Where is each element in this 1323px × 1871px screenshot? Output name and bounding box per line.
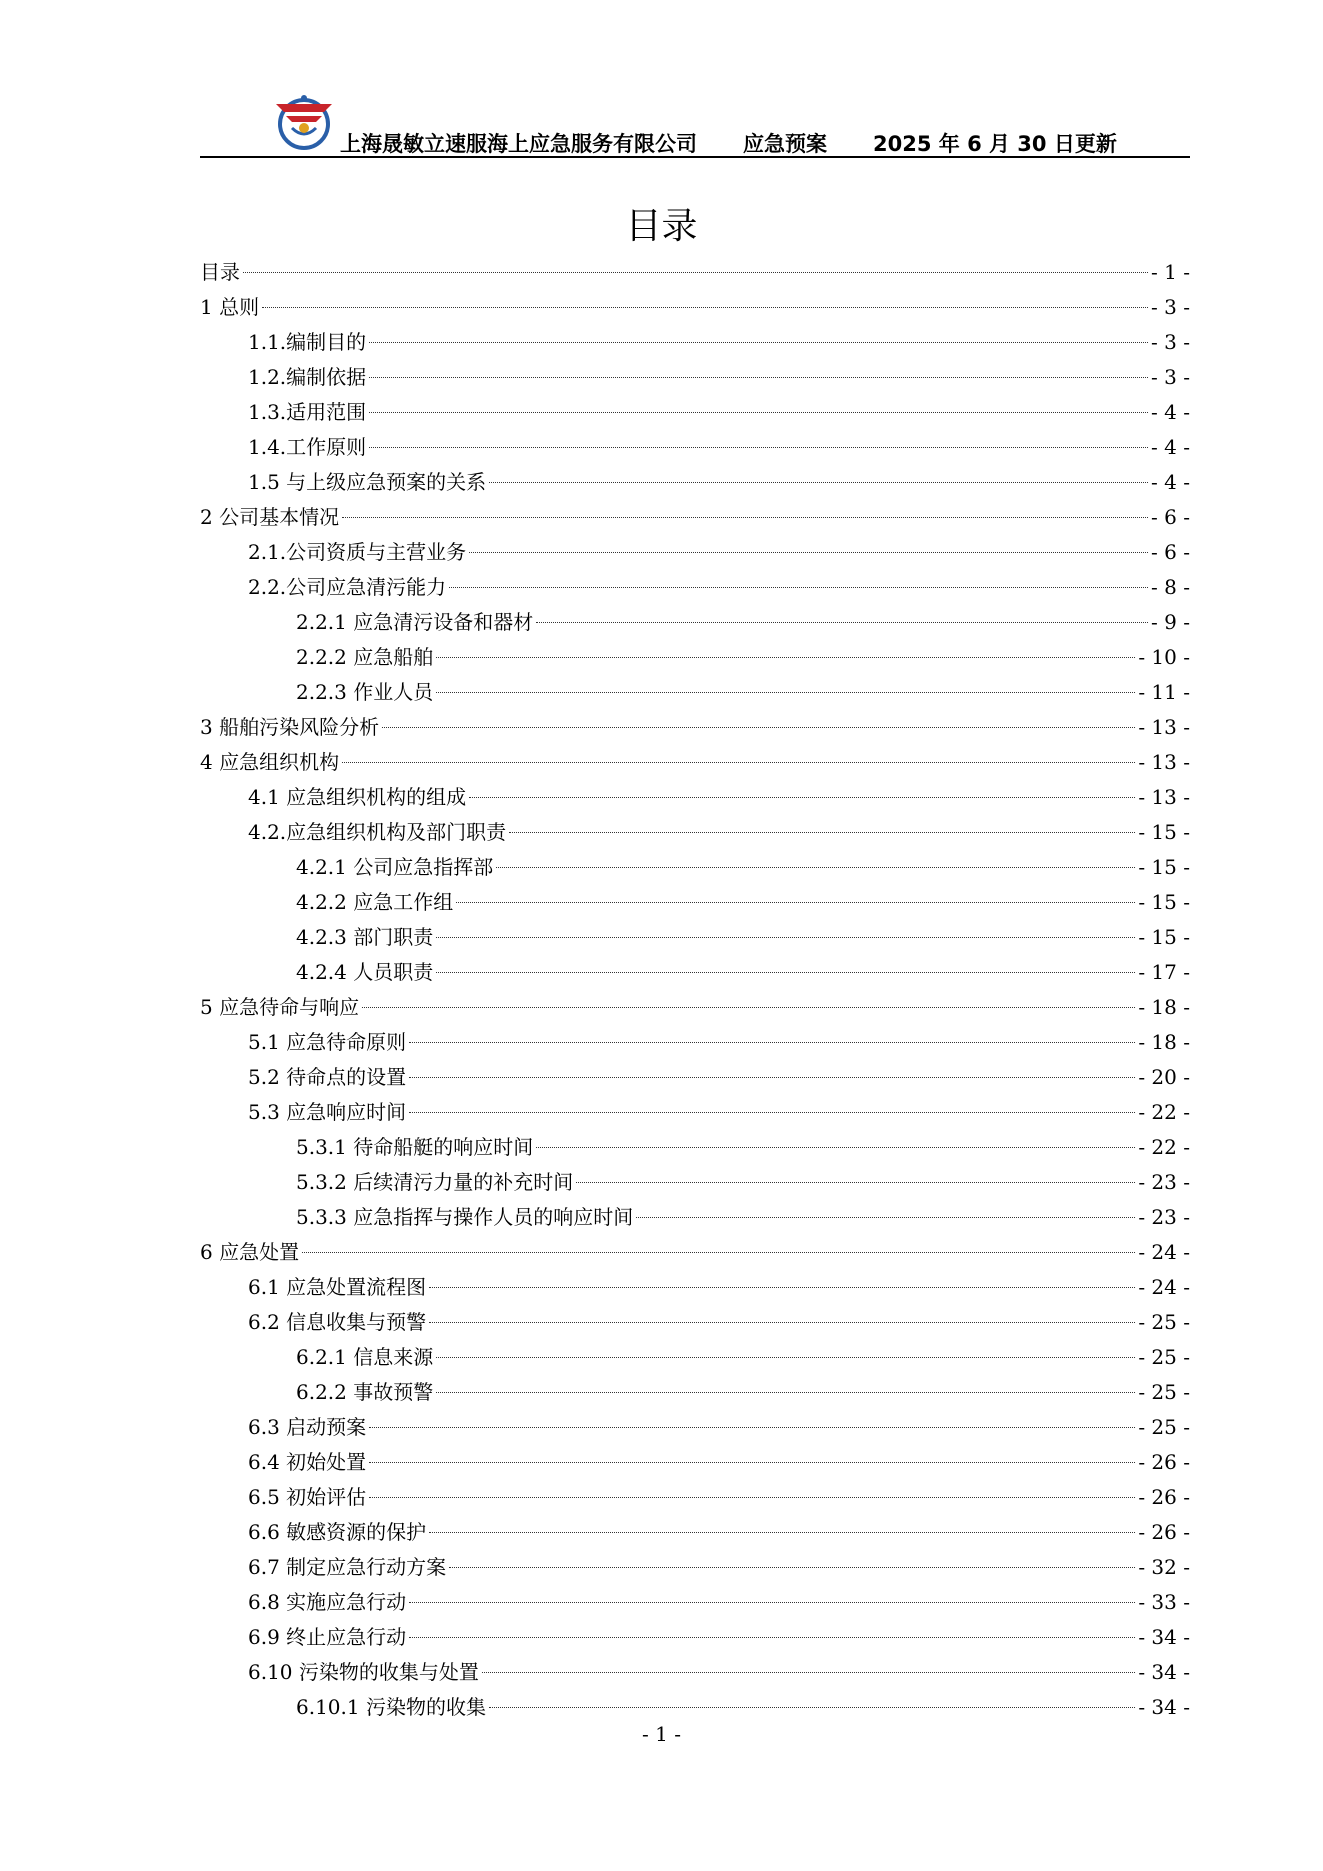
toc-dot-leader	[489, 482, 1148, 483]
header-company: 上海晟敏立速服海上应急服务有限公司	[340, 132, 697, 156]
toc-entry-label: 5 应急待命与响应	[200, 995, 360, 1019]
toc-entry-page: - 33 -	[1138, 1590, 1190, 1614]
toc-dot-leader	[436, 937, 1135, 938]
toc-entry-page: - 3 -	[1151, 365, 1190, 389]
toc-entry[interactable]	[200, 1200, 1190, 1235]
toc-entry-page: - 4 -	[1151, 470, 1190, 494]
toc-entry-label: 6.1 应急处置流程图	[248, 1275, 427, 1299]
toc-dot-leader	[262, 307, 1148, 308]
toc-entry-label: 6.2.2 事故预警	[296, 1380, 434, 1404]
toc-dot-leader	[449, 587, 1148, 588]
toc-entry[interactable]	[200, 1165, 1190, 1200]
toc-entry-label: 5.1 应急待命原则	[248, 1030, 407, 1054]
toc-dot-leader	[469, 797, 1135, 798]
toc-entry[interactable]	[200, 745, 1190, 780]
toc-dot-leader	[369, 412, 1148, 413]
toc-entry-label: 6.2.1 信息来源	[296, 1345, 434, 1369]
toc-entry[interactable]	[200, 815, 1190, 850]
toc-entry-label: 5.3.2 后续清污力量的补充时间	[296, 1170, 574, 1194]
toc-dot-leader	[342, 517, 1148, 518]
toc-entry[interactable]	[200, 850, 1190, 885]
toc-dot-leader	[243, 272, 1148, 273]
toc-dot-leader	[436, 1392, 1135, 1393]
toc-entry[interactable]	[200, 325, 1190, 360]
toc-entry[interactable]	[200, 1550, 1190, 1585]
toc-dot-leader	[369, 1497, 1135, 1498]
toc-dot-leader	[509, 832, 1135, 833]
table-of-contents	[200, 255, 1190, 1725]
toc-entry[interactable]	[200, 500, 1190, 535]
toc-dot-leader	[369, 342, 1148, 343]
toc-dot-leader	[636, 1217, 1135, 1218]
toc-entry-label: 1.2.编制依据	[248, 365, 367, 389]
toc-entry[interactable]	[200, 1375, 1190, 1410]
toc-entry-label: 1 总则	[200, 295, 260, 319]
toc-entry[interactable]	[200, 360, 1190, 395]
toc-dot-leader	[536, 622, 1148, 623]
toc-entry-page: - 13 -	[1138, 715, 1190, 739]
toc-entry[interactable]	[200, 1060, 1190, 1095]
toc-dot-leader	[449, 1567, 1135, 1568]
toc-entry-page: - 10 -	[1138, 645, 1190, 669]
toc-entry-page: - 32 -	[1138, 1555, 1190, 1579]
toc-dot-leader	[429, 1322, 1135, 1323]
toc-entry[interactable]	[200, 1480, 1190, 1515]
toc-entry[interactable]	[200, 675, 1190, 710]
toc-entry-label: 6.9 终止应急行动	[248, 1625, 407, 1649]
toc-entry-page: - 4 -	[1151, 435, 1190, 459]
toc-entry-page: - 25 -	[1138, 1345, 1190, 1369]
toc-entry-label: 1.1.编制目的	[248, 330, 367, 354]
toc-entry-page: - 3 -	[1151, 330, 1190, 354]
toc-entry[interactable]	[200, 1130, 1190, 1165]
toc-entry[interactable]	[200, 710, 1190, 745]
toc-entry-page: - 17 -	[1138, 960, 1190, 984]
toc-entry-label: 6.10 污染物的收集与处置	[248, 1660, 479, 1684]
toc-entry-label: 4.2.3 部门职责	[296, 925, 434, 949]
toc-entry-label: 5.3 应急响应时间	[248, 1100, 407, 1124]
toc-entry-label: 6 应急处置	[200, 1240, 300, 1264]
toc-entry-label: 4.2.2 应急工作组	[296, 890, 454, 914]
toc-entry-label: 2.2.2 应急船舶	[296, 645, 434, 669]
toc-entry[interactable]	[200, 1410, 1190, 1445]
toc-entry-label: 6.3 启动预案	[248, 1415, 367, 1439]
toc-entry[interactable]	[200, 535, 1190, 570]
toc-dot-leader	[369, 1427, 1135, 1428]
toc-dot-leader	[436, 692, 1135, 693]
toc-dot-leader	[409, 1112, 1135, 1113]
toc-entry-label: 4.2.1 公司应急指挥部	[296, 855, 494, 879]
header-date: 2025 年 6 月 30 日更新	[873, 132, 1117, 156]
toc-entry-page: - 23 -	[1138, 1205, 1190, 1229]
toc-entry-page: - 25 -	[1138, 1380, 1190, 1404]
toc-entry-label: 4 应急组织机构	[200, 750, 340, 774]
toc-dot-leader	[482, 1672, 1135, 1673]
toc-dot-leader	[436, 1357, 1135, 1358]
toc-dot-leader	[496, 867, 1135, 868]
toc-entry[interactable]	[200, 465, 1190, 500]
toc-entry-page: - 3 -	[1151, 295, 1190, 319]
toc-entry-label: 2.1.公司资质与主营业务	[248, 540, 467, 564]
page-number: - 1 -	[642, 1722, 681, 1746]
toc-entry[interactable]	[200, 1025, 1190, 1060]
toc-entry-label: 5.3.1 待命船艇的响应时间	[296, 1135, 534, 1159]
toc-dot-leader	[369, 377, 1148, 378]
toc-entry-label: 6.2 信息收集与预警	[248, 1310, 427, 1334]
toc-dot-leader	[409, 1602, 1135, 1603]
company-logo-icon	[272, 90, 336, 154]
toc-entry[interactable]	[200, 605, 1190, 640]
toc-entry-label: 4.1 应急组织机构的组成	[248, 785, 467, 809]
toc-entry-label: 6.5 初始评估	[248, 1485, 367, 1509]
page-title: 目录	[625, 206, 698, 247]
toc-dot-leader	[369, 447, 1148, 448]
toc-entry-page: - 9 -	[1151, 610, 1190, 634]
toc-entry[interactable]	[200, 640, 1190, 675]
toc-entry-page: - 1 -	[1151, 260, 1190, 284]
toc-entry[interactable]	[200, 920, 1190, 955]
toc-entry-page: - 15 -	[1138, 820, 1190, 844]
toc-entry-page: - 34 -	[1138, 1625, 1190, 1649]
toc-entry-page: - 26 -	[1138, 1520, 1190, 1544]
toc-entry-label: 3 船舶污染风险分析	[200, 715, 380, 739]
toc-entry-label: 4.2.4 人员职责	[296, 960, 434, 984]
toc-entry[interactable]	[200, 1305, 1190, 1340]
toc-entry[interactable]	[200, 780, 1190, 815]
toc-entry-page: - 22 -	[1138, 1100, 1190, 1124]
toc-dot-leader	[489, 1707, 1135, 1708]
toc-entry-page: - 15 -	[1138, 925, 1190, 949]
toc-entry-page: - 26 -	[1138, 1485, 1190, 1509]
toc-dot-leader	[362, 1007, 1135, 1008]
toc-entry-label: 1.3.适用范围	[248, 400, 367, 424]
toc-entry-page: - 20 -	[1138, 1065, 1190, 1089]
toc-entry[interactable]	[200, 1270, 1190, 1305]
toc-entry[interactable]	[200, 255, 1190, 290]
toc-entry[interactable]	[200, 430, 1190, 465]
toc-entry-page: - 23 -	[1138, 1170, 1190, 1194]
toc-entry-page: - 4 -	[1151, 400, 1190, 424]
toc-entry[interactable]	[200, 990, 1190, 1025]
toc-entry-page: - 13 -	[1138, 750, 1190, 774]
toc-entry[interactable]	[200, 290, 1190, 325]
toc-entry-label: 2.2.1 应急清污设备和器材	[296, 610, 534, 634]
toc-entry[interactable]	[200, 1235, 1190, 1270]
toc-entry[interactable]	[200, 1585, 1190, 1620]
toc-dot-leader	[409, 1077, 1135, 1078]
toc-entry-label: 6.4 初始处置	[248, 1450, 367, 1474]
toc-dot-leader	[469, 552, 1148, 553]
toc-entry[interactable]	[200, 1515, 1190, 1550]
toc-entry-page: - 18 -	[1138, 995, 1190, 1019]
toc-dot-leader	[409, 1042, 1135, 1043]
toc-entry-page: - 15 -	[1138, 855, 1190, 879]
toc-entry-label: 6.10.1 污染物的收集	[296, 1695, 486, 1719]
toc-entry-page: - 18 -	[1138, 1030, 1190, 1054]
toc-entry[interactable]	[200, 1445, 1190, 1480]
toc-entry-page: - 6 -	[1151, 540, 1190, 564]
toc-entry[interactable]	[200, 1690, 1190, 1725]
toc-entry-label: 6.7 制定应急行动方案	[248, 1555, 447, 1579]
toc-dot-leader	[456, 902, 1135, 903]
toc-entry[interactable]	[200, 395, 1190, 430]
toc-entry-label: 1.5 与上级应急预案的关系	[248, 470, 487, 494]
toc-entry-page: - 24 -	[1138, 1240, 1190, 1264]
toc-dot-leader	[436, 657, 1135, 658]
toc-entry-label: 4.2.应急组织机构及部门职责	[248, 820, 507, 844]
toc-entry-label: 6.6 敏感资源的保护	[248, 1520, 427, 1544]
toc-dot-leader	[342, 762, 1135, 763]
toc-dot-leader	[429, 1532, 1135, 1533]
toc-entry-page: - 11 -	[1138, 680, 1190, 704]
toc-entry[interactable]	[200, 955, 1190, 990]
toc-entry-page: - 25 -	[1138, 1415, 1190, 1439]
toc-entry[interactable]	[200, 1095, 1190, 1130]
header-divider	[200, 156, 1190, 158]
toc-entry-page: - 13 -	[1138, 785, 1190, 809]
toc-dot-leader	[436, 972, 1135, 973]
toc-entry-page: - 22 -	[1138, 1135, 1190, 1159]
toc-dot-leader	[382, 727, 1135, 728]
toc-entry-label: 6.8 实施应急行动	[248, 1590, 407, 1614]
toc-dot-leader	[576, 1182, 1135, 1183]
toc-dot-leader	[536, 1147, 1135, 1148]
toc-entry-label: 1.4.工作原则	[248, 435, 367, 459]
toc-dot-leader	[302, 1252, 1135, 1253]
toc-entry[interactable]	[200, 570, 1190, 605]
page-header	[200, 90, 1190, 158]
toc-dot-leader	[369, 1462, 1135, 1463]
toc-dot-leader	[429, 1287, 1135, 1288]
toc-dot-leader	[409, 1637, 1135, 1638]
toc-entry-label: 5.3.3 应急指挥与操作人员的响应时间	[296, 1205, 634, 1229]
toc-entry[interactable]	[200, 1340, 1190, 1375]
toc-entry-label: 2 公司基本情况	[200, 505, 340, 529]
toc-entry[interactable]	[200, 1655, 1190, 1690]
header-text	[340, 128, 1117, 158]
toc-entry[interactable]	[200, 885, 1190, 920]
toc-entry-page: - 34 -	[1138, 1660, 1190, 1684]
toc-entry-page: - 25 -	[1138, 1310, 1190, 1334]
toc-entry-page: - 6 -	[1151, 505, 1190, 529]
toc-entry-page: - 34 -	[1138, 1695, 1190, 1719]
toc-entry-page: - 24 -	[1138, 1275, 1190, 1299]
toc-entry-page: - 26 -	[1138, 1450, 1190, 1474]
header-doc-type: 应急预案	[743, 132, 827, 156]
toc-entry-label: 目录	[200, 260, 240, 284]
toc-entry-label: 2.2.3 作业人员	[296, 680, 434, 704]
toc-entry-page: - 15 -	[1138, 890, 1190, 914]
toc-entry[interactable]	[200, 1620, 1190, 1655]
toc-entry-label: 5.2 待命点的设置	[248, 1065, 407, 1089]
toc-entry-label: 2.2.公司应急清污能力	[248, 575, 447, 599]
toc-entry-page: - 8 -	[1151, 575, 1190, 599]
